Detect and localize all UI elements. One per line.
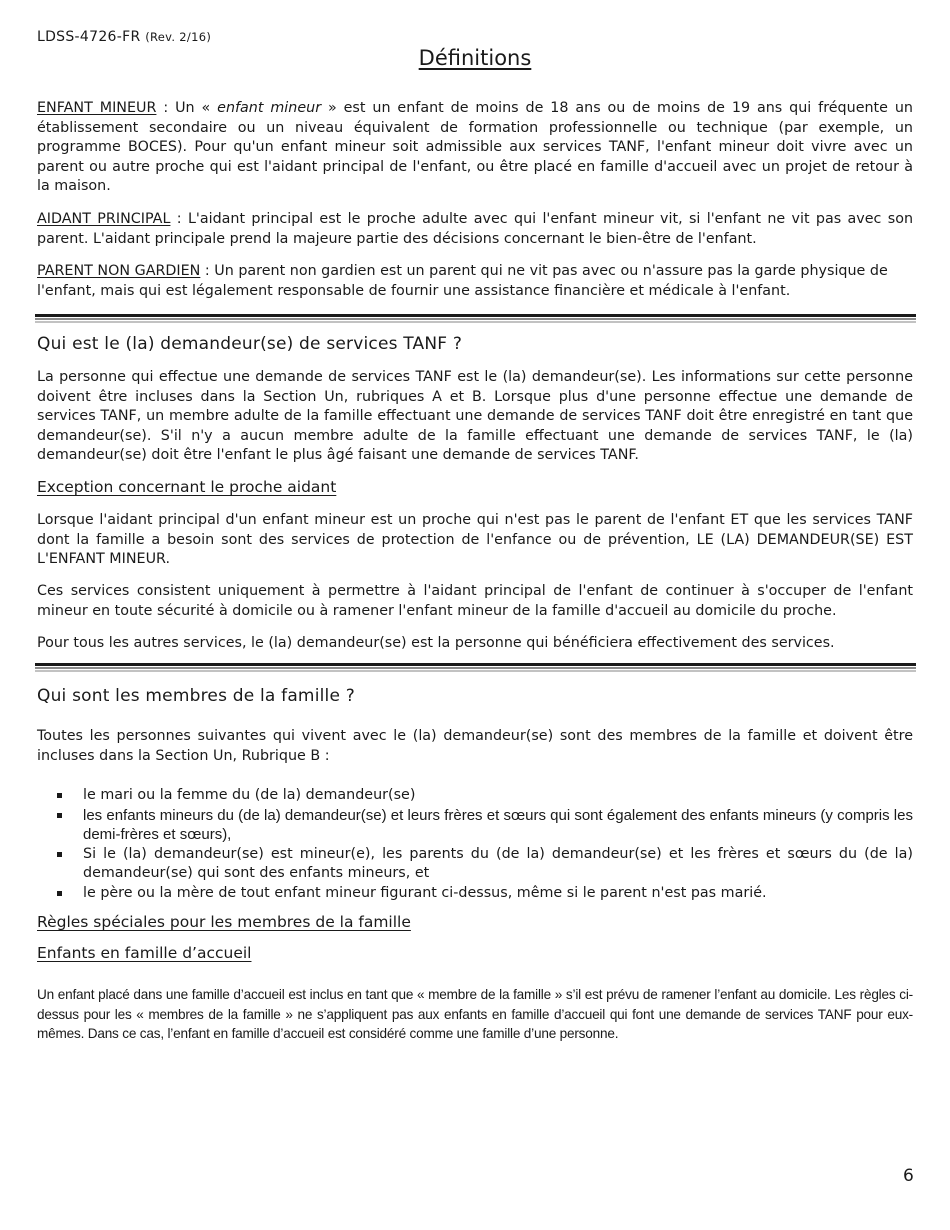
services-text: Ces services consistent uniquement à permettre à l'aidant principal de l'enfant de continuer à s'occuper de l'enfant mineur en toute sécurité à domicile ou à ramener l'enfant mineur de la famille d'accueil au domicile du proche. — [37, 583, 913, 619]
page-title: Définitions — [418, 46, 532, 70]
applicant-intro: La personne qui effectue une demande de services TANF est le (la) demandeur(se). Les informations sur cette personne doivent être incluses dans la Section Un, rubriques A et B. Lorsque plus d'une personne effectue une demande de services TANF, un membre adulte de la famille effectuant une demande de services TANF doit être enregistré en tant que demandeur(se). S'il n'y a aucun membre adulte de la famille effectuant une demande de services TANF, le (la) demandeur(se) doit être l'enfant le plus âgé faisant une demande de services TANF. — [37, 369, 913, 464]
form-revision: (Rev. 2/16) — [145, 30, 212, 44]
term-non-custodial-parent: PARENT NON GARDIEN — [37, 263, 201, 279]
list-item: le père ou la mère de tout enfant mineur figurant ci-dessus, même si le parent n'est pas marié. — [55, 884, 913, 904]
term-emphasis: enfant mineur — [217, 100, 322, 116]
form-code — [37, 29, 211, 45]
section-divider — [35, 314, 916, 323]
foster-care-heading: Enfants en famille d’accueil — [37, 944, 252, 962]
definition-minor-child: ENFANT MINEUR : Un « enfant mineur » est un enfant de moins de 18 ans ou de moins de 19 ans qui fréquente un établissement secondaire ou un niveau équivalent de formation professionnelle ou technique (par exemple, un programme BOCES). Pour qu'un enfant mineur soit admissible aux services TANF, l'enfant mineur doit vivre avec un parent ou autre proche qui est l'aidant principal de l'enfant, ou être placé en famille d'accueil avec un projet de retour à la maison. — [37, 100, 913, 195]
special-rules-heading: Règles spéciales pour les membres de la famille — [37, 913, 411, 931]
term-minor-child: ENFANT MINEUR — [37, 100, 157, 116]
form-number: LDSS-4726-FR — [37, 29, 141, 45]
page-number: 6 — [903, 1166, 914, 1186]
term-caretaker: AIDANT PRINCIPAL — [37, 211, 171, 227]
definition-non-custodial-parent: PARENT NON GARDIEN : Un parent non gardien est un parent qui ne vit pas avec ou n'assure pas la garde physique de l'enfant, mais qui est légalement responsable de fournir une assistance financière et médicale à l'enfant. — [37, 263, 888, 299]
family-members-list — [55, 786, 913, 904]
definition-caretaker: AIDANT PRINCIPAL : L'aidant principal est le proche adulte avec qui l'enfant mineur vit, si l'enfant ne vit pas avec son parent. L'aidant principale prend la majeure partie des décisions concernant le bien-être de l'enfant. — [37, 211, 914, 247]
exception-heading: Exception concernant le proche aidant — [37, 478, 337, 496]
section-divider — [35, 663, 916, 672]
family-intro: Toutes les personnes suivantes qui vivent avec le (la) demandeur(se) sont des membres de la famille et doivent être incluses dans la Section Un, Rubrique B : — [37, 728, 913, 764]
family-heading: Qui sont les membres de la famille ? — [37, 686, 355, 706]
foster-care-text: Un enfant placé dans une famille d’accueil est inclus en tant que « membre de la famille » s’il est prévu de ramener l’enfant au domicile. Les règles ci-dessus pour les « membres de la famille » ne s’appliquent pas aux enfants en famille d’accueil qui font une demande de services TANF pour eux-mêmes. Dans ce cas, l’enfant en famille d’accueil est considéré comme une famille d’une personne. — [37, 987, 913, 1041]
list-item: les enfants mineurs du (de la) demandeur(se) et leurs frères et sœurs qui sont également des enfants mineurs (y compris les demi-frères et sœurs), — [55, 806, 913, 845]
other-services-text: Pour tous les autres services, le (la) demandeur(se) est la personne qui bénéficiera effectivement des services. — [37, 635, 835, 651]
list-item: le mari ou la femme du (de la) demandeur(se) — [55, 786, 913, 806]
exception-text: Lorsque l'aidant principal d'un enfant mineur est un proche qui n'est pas le parent de l'enfant ET que les services TANF dont la famille a besoin sont des services de protection de l'enfance ou de prévention, LE (LA) DEMANDEUR(SE) EST L'ENFANT MINEUR. — [37, 512, 913, 568]
list-item: Si le (la) demandeur(se) est mineur(e), les parents du (de la) demandeur(se) et les frères et sœurs du (de la) demandeur(se) qui sont des enfants mineurs, et — [55, 845, 913, 884]
applicant-heading: Qui est le (la) demandeur(se) de services TANF ? — [37, 334, 463, 354]
